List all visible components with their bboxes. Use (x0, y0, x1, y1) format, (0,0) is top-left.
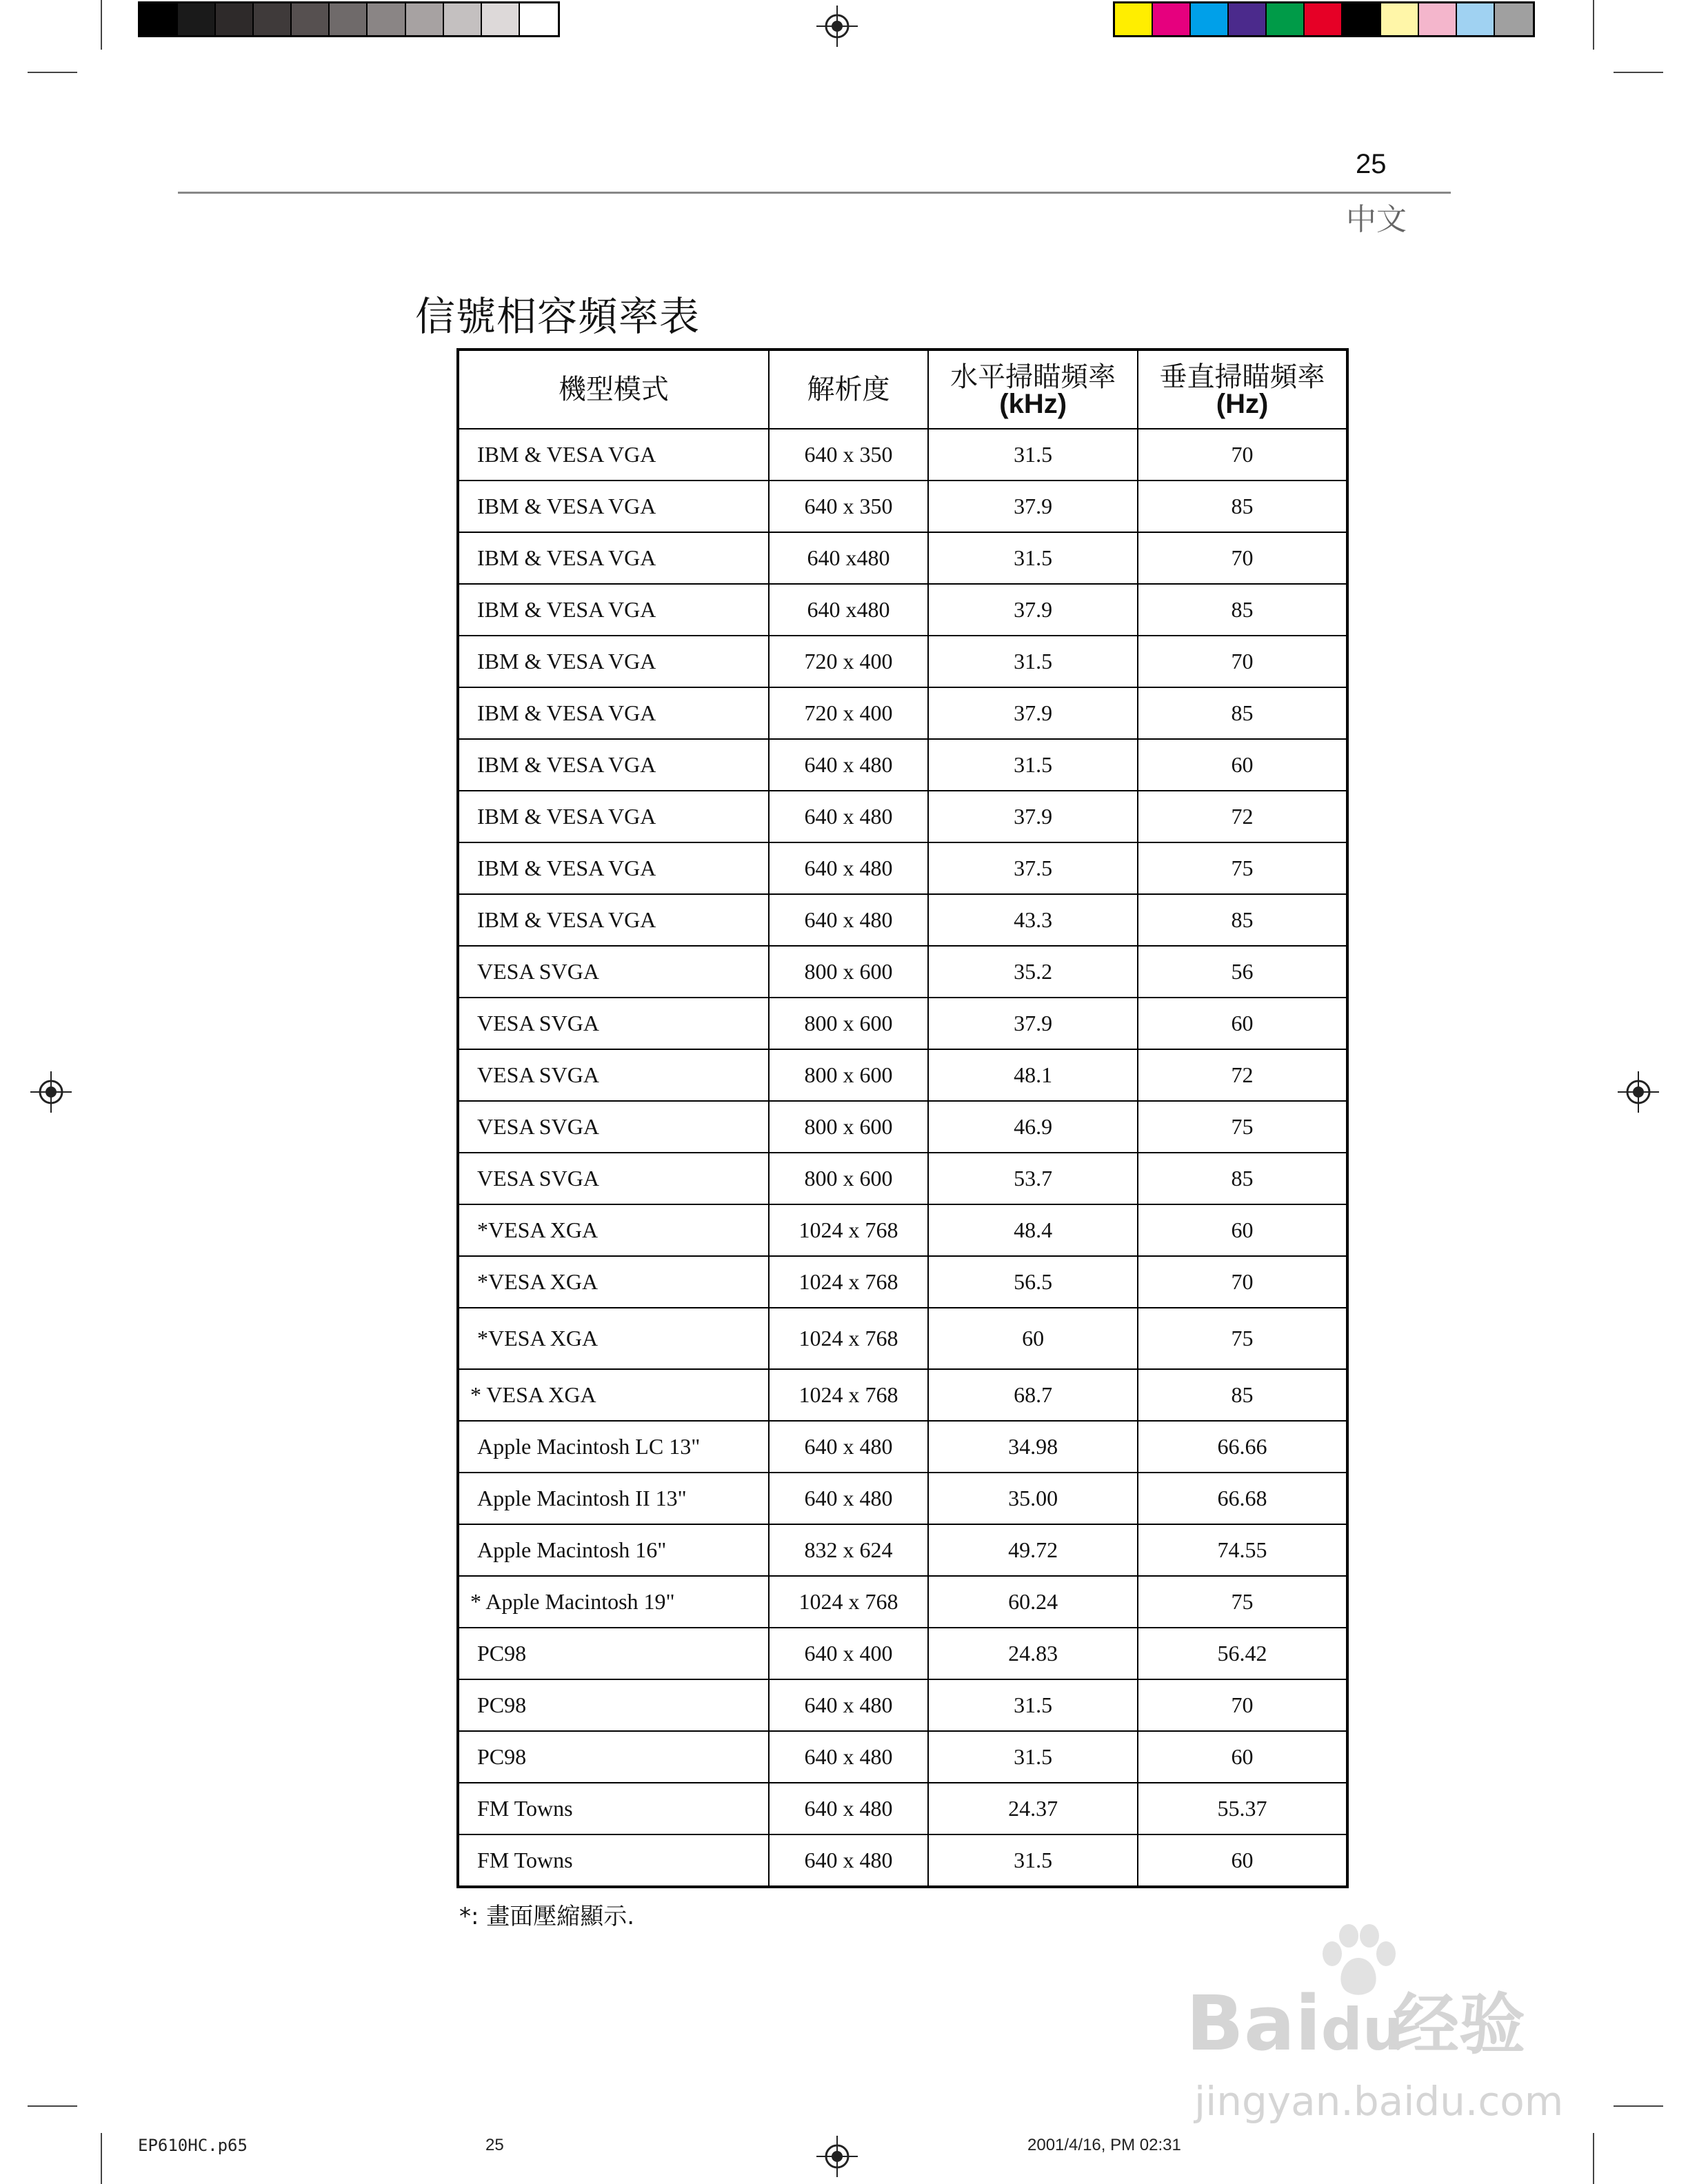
column-header-resolution-label: 解析度 (807, 374, 890, 405)
table-row (458, 1473, 1347, 1524)
cell-hfreq: 37.9 (928, 791, 1138, 842)
cell-hfreq: 31.5 (928, 1731, 1138, 1783)
cell-resolution: 1024 x 768 (769, 1576, 928, 1628)
color-swatch (1229, 3, 1267, 35)
cell-hfreq: 31.5 (928, 1834, 1138, 1887)
cell-resolution: 640 x 480 (769, 1679, 928, 1731)
table-row (458, 791, 1347, 842)
cell-hfreq: 48.4 (928, 1204, 1138, 1256)
crop-mark (1614, 2105, 1663, 2107)
column-header-vfreq (1138, 350, 1347, 429)
column-header-vfreq-unit: (Hz) (1216, 389, 1269, 419)
cell-model: IBM & VESA VGA (458, 429, 769, 481)
cell-resolution: 640 x 480 (769, 739, 928, 791)
cell-hfreq: 60.24 (928, 1576, 1138, 1628)
cell-resolution: 640 x 350 (769, 481, 928, 532)
cell-vfreq: 70 (1138, 532, 1347, 584)
color-swatch (406, 3, 444, 35)
table-row (458, 739, 1347, 791)
table-row (458, 1731, 1347, 1783)
cell-hfreq: 31.5 (928, 429, 1138, 481)
table-row (458, 1783, 1347, 1834)
cell-resolution: 640 x 480 (769, 894, 928, 946)
process-color-bar (1113, 1, 1535, 37)
footer-file: EP610HC.p65 (138, 2136, 248, 2155)
watermark (1186, 1923, 1586, 2123)
cell-model: VESA SVGA (458, 1101, 769, 1153)
color-swatch (444, 3, 482, 35)
cell-hfreq: 37.9 (928, 481, 1138, 532)
cell-model: *VESA XGA (458, 1204, 769, 1256)
cell-model: * Apple Macintosh 19" (458, 1576, 769, 1628)
watermark-url: jingyan.baidu.com (1194, 2078, 1564, 2125)
cell-resolution: 800 x 600 (769, 946, 928, 998)
cell-resolution: 640 x 480 (769, 842, 928, 894)
frequency-table (456, 348, 1349, 1888)
cell-hfreq: 37.9 (928, 687, 1138, 739)
cell-resolution: 800 x 600 (769, 1153, 928, 1204)
cell-vfreq: 75 (1138, 842, 1347, 894)
column-header-hfreq-label: 水平掃瞄頻率 (950, 361, 1116, 393)
crop-mark (28, 2105, 77, 2107)
cell-model: PC98 (458, 1731, 769, 1783)
cell-resolution: 640 x 480 (769, 1473, 928, 1524)
cell-resolution: 640 x 400 (769, 1628, 928, 1679)
table-row (458, 1308, 1347, 1369)
cell-model: Apple Macintosh LC 13" (458, 1421, 769, 1473)
cell-model: *VESA XGA (458, 1256, 769, 1308)
cell-hfreq: 35.2 (928, 946, 1138, 998)
table-row (458, 1524, 1347, 1576)
table-row (458, 584, 1347, 636)
registration-mark-icon (30, 1071, 72, 1113)
cell-model: IBM & VESA VGA (458, 481, 769, 532)
cell-vfreq: 85 (1138, 687, 1347, 739)
cell-hfreq: 31.5 (928, 636, 1138, 687)
color-swatch (254, 3, 292, 35)
table-row (458, 1049, 1347, 1101)
cell-model: * VESA XGA (458, 1369, 769, 1421)
cell-hfreq: 37.9 (928, 584, 1138, 636)
cell-model: IBM & VESA VGA (458, 532, 769, 584)
table-row (458, 1256, 1347, 1308)
registration-mark-icon (816, 6, 858, 47)
cell-vfreq: 74.55 (1138, 1524, 1347, 1576)
table-row (458, 1679, 1347, 1731)
grayscale-bar (138, 1, 560, 37)
table-row (458, 636, 1347, 687)
column-header-model-label: 機型模式 (558, 374, 669, 405)
column-header-model (458, 350, 769, 429)
crop-mark (1614, 72, 1663, 73)
footer-datetime: 2001/4/16, PM 02:31 (1027, 2136, 1181, 2154)
cell-vfreq: 66.68 (1138, 1473, 1347, 1524)
cell-hfreq: 35.00 (928, 1473, 1138, 1524)
cell-resolution: 720 x 400 (769, 636, 928, 687)
color-swatch (1191, 3, 1229, 35)
cell-vfreq: 60 (1138, 1834, 1347, 1887)
cell-model: VESA SVGA (458, 998, 769, 1049)
cell-hfreq: 37.5 (928, 842, 1138, 894)
watermark-product: 经验 (1393, 1986, 1525, 2063)
cell-resolution: 1024 x 768 (769, 1204, 928, 1256)
column-header-hfreq (928, 350, 1138, 429)
cell-resolution: 640 x 480 (769, 1731, 928, 1783)
cell-vfreq: 56.42 (1138, 1628, 1347, 1679)
cell-model: *VESA XGA (458, 1308, 769, 1369)
cell-resolution: 1024 x 768 (769, 1256, 928, 1308)
cell-resolution: 640 x 480 (769, 791, 928, 842)
cell-hfreq: 34.98 (928, 1421, 1138, 1473)
cell-hfreq: 24.83 (928, 1628, 1138, 1679)
table-row (458, 481, 1347, 532)
cell-resolution: 1024 x 768 (769, 1308, 928, 1369)
cell-resolution: 640 x480 (769, 584, 928, 636)
cell-hfreq: 68.7 (928, 1369, 1138, 1421)
page-title: 信號相容頻率表 (415, 293, 701, 340)
cell-vfreq: 70 (1138, 1679, 1347, 1731)
cell-vfreq: 60 (1138, 1204, 1347, 1256)
cell-model: IBM & VESA VGA (458, 739, 769, 791)
registration-mark-icon (1618, 1071, 1659, 1113)
table-row (458, 532, 1347, 584)
color-swatch (1457, 3, 1495, 35)
cell-hfreq: 31.5 (928, 1679, 1138, 1731)
column-header-hfreq-unit: (kHz) (999, 389, 1067, 419)
table-row (458, 1101, 1347, 1153)
table-row (458, 687, 1347, 739)
color-swatch (178, 3, 216, 35)
table-header-row (458, 350, 1347, 429)
cell-vfreq: 75 (1138, 1308, 1347, 1369)
cell-model: FM Towns (458, 1834, 769, 1887)
cell-vfreq: 60 (1138, 1731, 1347, 1783)
cell-hfreq: 56.5 (928, 1256, 1138, 1308)
color-swatch (1419, 3, 1457, 35)
cell-vfreq: 70 (1138, 429, 1347, 481)
color-swatch (216, 3, 254, 35)
footer-page: 25 (485, 2136, 504, 2154)
cell-model: IBM & VESA VGA (458, 842, 769, 894)
watermark-brand-du: du (1320, 1996, 1404, 2063)
table-row (458, 1421, 1347, 1473)
header-rule (178, 192, 1451, 194)
color-swatch (1153, 3, 1191, 35)
table-row (458, 842, 1347, 894)
cell-model: Apple Macintosh II 13" (458, 1473, 769, 1524)
cell-hfreq: 31.5 (928, 739, 1138, 791)
cell-vfreq: 85 (1138, 1369, 1347, 1421)
cell-resolution: 640 x 480 (769, 1783, 928, 1834)
color-swatch (1495, 3, 1533, 35)
cell-vfreq: 70 (1138, 1256, 1347, 1308)
language-label: 中文 (1346, 202, 1407, 237)
cell-model: IBM & VESA VGA (458, 636, 769, 687)
cell-vfreq: 60 (1138, 998, 1347, 1049)
cell-vfreq: 55.37 (1138, 1783, 1347, 1834)
cell-resolution: 1024 x 768 (769, 1369, 928, 1421)
cell-model: FM Towns (458, 1783, 769, 1834)
cell-hfreq: 46.9 (928, 1101, 1138, 1153)
page-number: 25 (1356, 149, 1387, 179)
table-row (458, 1834, 1347, 1887)
cell-hfreq: 49.72 (928, 1524, 1138, 1576)
cell-resolution: 720 x 400 (769, 687, 928, 739)
watermark-brand (1186, 1979, 1404, 2067)
cell-model: IBM & VESA VGA (458, 894, 769, 946)
cell-model: IBM & VESA VGA (458, 584, 769, 636)
color-swatch (140, 3, 178, 35)
column-header-resolution (769, 350, 928, 429)
cell-resolution: 800 x 600 (769, 998, 928, 1049)
color-swatch (330, 3, 368, 35)
cell-vfreq: 85 (1138, 481, 1347, 532)
color-swatch (368, 3, 405, 35)
cell-vfreq: 85 (1138, 1153, 1347, 1204)
cell-resolution: 800 x 600 (769, 1101, 928, 1153)
color-swatch (292, 3, 330, 35)
cell-model: PC98 (458, 1679, 769, 1731)
cell-model: IBM & VESA VGA (458, 791, 769, 842)
column-header-vfreq-label: 垂直掃瞄頻率 (1159, 361, 1325, 393)
color-swatch (1305, 3, 1343, 35)
cell-hfreq: 31.5 (928, 532, 1138, 584)
color-swatch (520, 3, 558, 35)
cell-vfreq: 60 (1138, 739, 1347, 791)
cell-resolution: 832 x 624 (769, 1524, 928, 1576)
cell-model: PC98 (458, 1628, 769, 1679)
cell-hfreq: 60 (928, 1308, 1138, 1369)
cell-hfreq: 24.37 (928, 1783, 1138, 1834)
cell-model: VESA SVGA (458, 946, 769, 998)
cell-vfreq: 85 (1138, 894, 1347, 946)
crop-mark (1593, 2133, 1594, 2184)
footnote: *: 畫面壓縮顯示. (459, 1903, 635, 1930)
cell-model: IBM & VESA VGA (458, 687, 769, 739)
crop-mark (101, 0, 102, 50)
cell-hfreq: 37.9 (928, 998, 1138, 1049)
cell-model: Apple Macintosh 16" (458, 1524, 769, 1576)
cell-vfreq: 85 (1138, 584, 1347, 636)
color-swatch (482, 3, 520, 35)
crop-mark (101, 2133, 102, 2184)
color-swatch (1267, 3, 1305, 35)
crop-mark (28, 72, 77, 73)
cell-resolution: 800 x 600 (769, 1049, 928, 1101)
table-row (458, 894, 1347, 946)
cell-vfreq: 75 (1138, 1576, 1347, 1628)
table-row (458, 946, 1347, 998)
cell-vfreq: 75 (1138, 1101, 1347, 1153)
cell-hfreq: 48.1 (928, 1049, 1138, 1101)
cell-vfreq: 70 (1138, 636, 1347, 687)
cell-vfreq: 66.66 (1138, 1421, 1347, 1473)
table-row (458, 429, 1347, 481)
table-row (458, 1576, 1347, 1628)
table-row (458, 1369, 1347, 1421)
cell-vfreq: 56 (1138, 946, 1347, 998)
cell-resolution: 640 x 350 (769, 429, 928, 481)
cell-resolution: 640 x 480 (769, 1421, 928, 1473)
color-swatch (1343, 3, 1380, 35)
crop-mark (1593, 0, 1594, 50)
cell-vfreq: 72 (1138, 1049, 1347, 1101)
cell-vfreq: 72 (1138, 791, 1347, 842)
cell-model: VESA SVGA (458, 1049, 769, 1101)
color-swatch (1381, 3, 1419, 35)
cell-hfreq: 43.3 (928, 894, 1138, 946)
table-row (458, 998, 1347, 1049)
cell-model: VESA SVGA (458, 1153, 769, 1204)
table-row (458, 1204, 1347, 1256)
watermark-brand-bai: Bai (1186, 1979, 1321, 2067)
table-row (458, 1628, 1347, 1679)
registration-mark-icon (816, 2136, 858, 2177)
color-swatch (1115, 3, 1153, 35)
cell-hfreq: 53.7 (928, 1153, 1138, 1204)
table-row (458, 1153, 1347, 1204)
cell-resolution: 640 x 480 (769, 1834, 928, 1887)
cell-resolution: 640 x480 (769, 532, 928, 584)
